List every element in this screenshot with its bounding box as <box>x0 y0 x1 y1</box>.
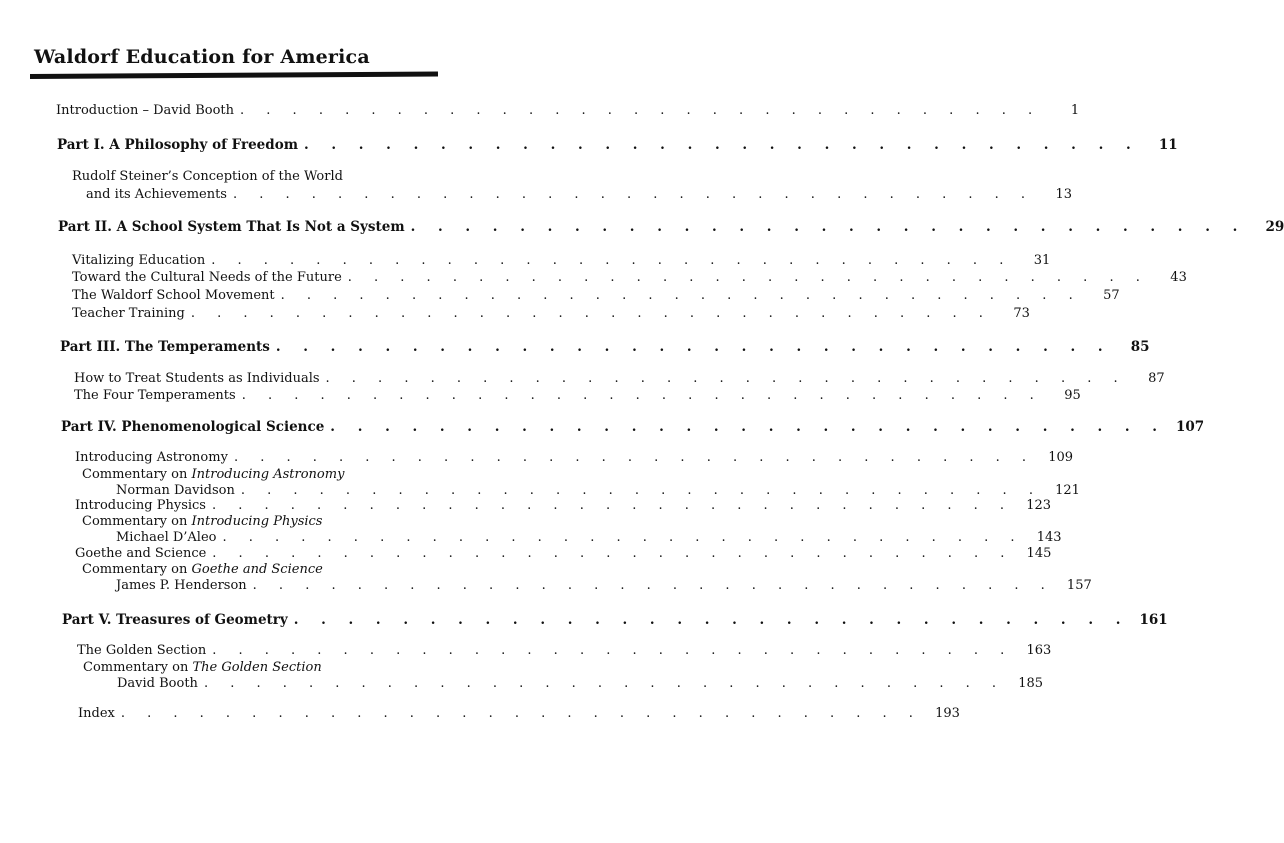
entry-title: Introducing Astronomy <box>75 450 228 465</box>
dot-leader: . . . . . . . . . . . . . . . . . . . . . . . . . . . . . . . <box>293 612 1130 628</box>
page-number: 163 <box>1026 643 1052 658</box>
dot-leader: . . . . . . . . . . . . . . . . . . . . . . . . . . . . . . . <box>232 187 1035 202</box>
entry-title: Teacher Training <box>72 306 185 321</box>
page-number: 13 <box>1055 187 1073 202</box>
page-number: 11 <box>1158 137 1178 153</box>
toc-part-4-heading <box>61 419 1205 435</box>
toc-entry <box>72 306 1030 321</box>
commentary-work-title: Introducing Astronomy <box>191 467 345 482</box>
toc-entry <box>75 498 1052 513</box>
commentary-work-title: Introducing Physics <box>191 514 323 529</box>
commentary-prefix: Commentary on <box>82 467 192 482</box>
commentary-prefix: Commentary on <box>82 514 192 529</box>
part-title: Part III. The Temperaments <box>60 339 270 355</box>
dot-leader: . . . . . . . . . . . . . . . . . . . . . . . . . . . . . . . <box>325 371 1127 386</box>
page-number: 123 <box>1026 498 1052 513</box>
toc-commentary-line <box>82 562 323 577</box>
toc-commentary-line <box>82 514 322 529</box>
entry-title: Introduction – David Booth <box>56 103 235 118</box>
dot-leader: . . . . . . . . . . . . . . . . . . . . . . . . . . . . . . . <box>222 530 1024 545</box>
entry-title: The Four Temperaments <box>74 388 236 403</box>
toc-part-2-heading <box>58 219 1284 235</box>
page-number: 161 <box>1139 612 1168 628</box>
dot-leader: . . . . . . . . . . . . . . . . . . . . . . . . . . . . . . . <box>275 339 1112 355</box>
commentary-prefix: Commentary on <box>83 660 193 675</box>
part-title: Part I. A Philosophy of Freedom <box>57 137 298 153</box>
page-number: 95 <box>1064 388 1081 403</box>
page-number: 157 <box>1066 578 1092 593</box>
toc-steiner-line-2 <box>86 187 1073 202</box>
toc-entry <box>75 546 1052 561</box>
dot-leader: . . . . . . . . . . . . . . . . . . . . . . . . . . . . . . . <box>120 706 922 721</box>
dot-leader: . . . . . . . . . . . . . . . . . . . . . . . . . . . . . . . <box>330 419 1166 435</box>
page-number: 73 <box>1013 306 1030 321</box>
entry-title: Goethe and Science <box>75 546 207 561</box>
toc-entry <box>72 288 1120 303</box>
toc-entry <box>75 450 1074 465</box>
part-title: Part II. A School System That Is Not a System <box>58 219 405 235</box>
toc-introduction <box>56 103 1080 118</box>
page-number: 29 <box>1265 219 1284 235</box>
entry-title: and its Achievements <box>86 187 227 202</box>
toc-part-5-heading <box>62 612 1168 628</box>
entry-title: The Golden Section <box>77 643 207 658</box>
dot-leader: . . . . . . . . . . . . . . . . . . . . . . . . . . . . . . . <box>190 306 992 321</box>
page-number: 107 <box>1176 419 1205 435</box>
entry-title: The Waldorf School Movement <box>72 288 275 303</box>
dot-leader: . . . . . . . . . . . . . . . . . . . . . . . . . . . . . . . <box>410 219 1247 235</box>
commentary-work-title: Goethe and Science <box>191 562 323 577</box>
page-number: 145 <box>1026 546 1052 561</box>
toc-commentary-line <box>83 660 322 675</box>
toc-steiner-line-1: Rudolf Steiner’s Conception of the World <box>72 169 343 184</box>
toc-part-1-heading <box>57 137 1178 153</box>
entry-title: Introducing Physics <box>75 498 206 513</box>
dot-leader: . . . . . . . . . . . . . . . . . . . . . . . . . . . . . . . <box>233 450 1036 465</box>
dot-leader: . . . . . . . . . . . . . . . . . . . . . . . . . . . . . . . <box>347 270 1149 285</box>
page-number: 143 <box>1036 530 1062 545</box>
toc-author-entry <box>117 676 1044 691</box>
entry-title: Index <box>78 706 115 721</box>
toc-entry <box>77 643 1052 658</box>
dot-leader: . . . . . . . . . . . . . . . . . . . . . . . . . . . . . . . <box>303 137 1140 153</box>
page-number: 185 <box>1018 676 1044 691</box>
page-number: 43 <box>1170 270 1187 285</box>
toc-entry <box>74 388 1081 403</box>
toc-entry <box>72 253 1051 268</box>
part-title: Part V. Treasures of Geometry <box>62 612 288 628</box>
page-number: 85 <box>1130 339 1150 355</box>
author-name: David Booth <box>117 676 198 691</box>
page-number: 121 <box>1055 483 1080 498</box>
dot-leader: . . . . . . . . . . . . . . . . . . . . . . . . . . . . . . . <box>203 676 1006 691</box>
dot-leader: . . . . . . . . . . . . . . . . . . . . . . . . . . . . . . . <box>211 253 1013 268</box>
dot-leader: . . . . . . . . . . . . . . . . . . . . . . . . . . . . . . . <box>211 498 1014 513</box>
dot-leader: . . . . . . . . . . . . . . . . . . . . . . . . . . . . . . . <box>252 578 1054 593</box>
toc-part-3-heading <box>60 339 1150 355</box>
toc-index <box>78 706 960 721</box>
author-name: Norman Davidson <box>116 483 235 498</box>
toc-entry <box>72 270 1187 285</box>
page-number: 57 <box>1103 288 1120 303</box>
toc-commentary-line <box>82 467 344 482</box>
page-number: 87 <box>1148 371 1165 386</box>
book-title: Waldorf Education for America <box>34 46 370 68</box>
page-number: 109 <box>1048 450 1074 465</box>
toc-author-entry <box>116 530 1062 545</box>
toc-author-entry <box>116 483 1080 498</box>
part-title: Part IV. Phenomenological Science <box>61 419 325 435</box>
commentary-prefix: Commentary on <box>82 562 192 577</box>
toc-entry <box>74 371 1165 386</box>
entry-title: How to Treat Students as Individuals <box>74 371 320 386</box>
page-number: 1 <box>1070 103 1080 118</box>
dot-leader: . . . . . . . . . . . . . . . . . . . . . . . . . . . . . . . <box>212 643 1014 658</box>
dot-leader: . . . . . . . . . . . . . . . . . . . . . . . . . . . . . . . <box>280 288 1082 303</box>
page-number: 31 <box>1033 253 1051 268</box>
entry-title: Toward the Cultural Needs of the Future <box>72 270 342 285</box>
dot-leader: . . . . . . . . . . . . . . . . . . . . . . . . . . . . . . . <box>240 483 1042 498</box>
dot-leader: . . . . . . . . . . . . . . . . . . . . . . . . . . . . . . . <box>212 546 1014 561</box>
dot-leader: . . . . . . . . . . . . . . . . . . . . . . . . . . . . . . . <box>240 103 1042 118</box>
dot-leader: . . . . . . . . . . . . . . . . . . . . . . . . . . . . . . . <box>241 388 1043 403</box>
entry-title: Vitalizing Education <box>72 253 206 268</box>
commentary-work-title: The Golden Section <box>192 660 322 675</box>
page-number: 193 <box>935 706 960 721</box>
author-name: James P. Henderson <box>116 578 247 593</box>
toc-author-entry <box>116 578 1092 593</box>
author-name: Michael D’Aleo <box>116 530 217 545</box>
